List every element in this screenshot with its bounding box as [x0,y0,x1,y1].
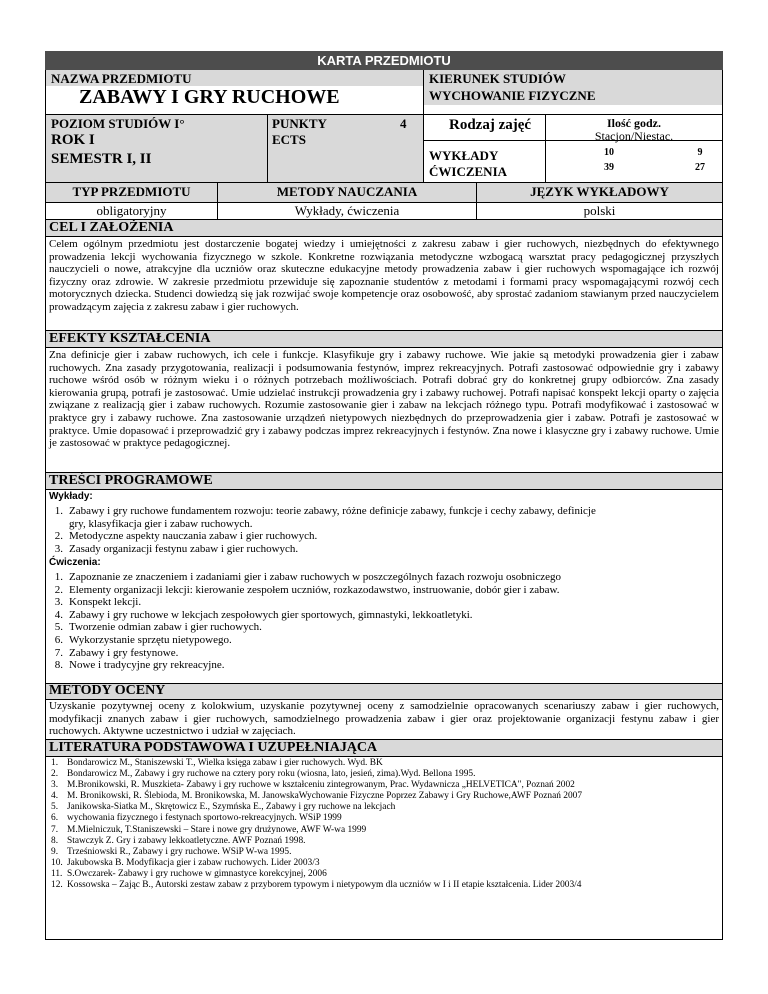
list-item: 12. Kossowska – Zając B., Autorski zestaw zabaw z przyborem typowym i nietypowym dla uczniów w I i II etapie kształcenia. Lider 2003/4 [51,880,582,891]
year-value: ROK I [51,132,95,148]
list-item: 8. Nowe i tradycyjne gry rekreacyjne. [54,659,225,672]
list-item: 4. M. Bronikowski, R. Ślebioda, M. Bronikowska, M. JanowskaWychowanie Fizyczne Poprzez Zabawy i Gry Ruchowe,AWF Poznań 2007 [51,791,583,802]
literature-list [51,758,719,891]
ects-label [272,116,327,148]
list-item: 9. Trześniowski R., Zabawy i gry ruchowe. WSiP W-wa 1995. [51,846,292,857]
language-value: polski [583,203,616,218]
list-item: 3. M.Bronikowski, R. Muszkieta- Zabawy i gry ruchowe w kształceniu zintegrowanym, Prac. Wydawnicza „HELVETICA", Poznań 2002 [51,780,575,791]
class-row-lectures: WYKŁADY [429,148,499,163]
semester-value: SEMESTR I, II [51,151,152,167]
class-row-exercises: ĆWICZENIA [429,164,508,179]
list-item: 2. Elementy organizacji lekcji: kierowanie zespołem uczniów, rozkazodawstwo, instruowanie, dobór gier i zabaw. [54,583,560,596]
exercises-hours-stacj: 39 [604,162,614,173]
lectures-list [49,505,719,555]
class-type-label: Rodzaj zajęć [449,117,532,133]
subject-name-label: NAZWA PRZEDMIOTU [51,71,192,86]
literature-heading: LITERATURA PODSTAWOWA I UZUPEŁNIAJĄCA [49,740,378,755]
ects-label-line1: PUNKTY [272,116,327,131]
list-item: 8. Stawczyk Z. Gry i zabawy lekkoatletyczne. AWF Poznań 1998. [51,835,306,846]
list-item: 3. Konspekt lekcji. [54,596,142,609]
assessment-text: Uzyskanie pozytywnej oceny z kolokwium, uzyskanie pozytywnej oceny z samodzielnie opracowanych scenariuszy zabaw i gier ruchowych, modyfikacji znanych zabaw i gier ruchowych, samodzielnego prowadzenia zabaw i gier oraz projektowanie organizacji festynu zabaw i gier ruchowych. Aktywne uczestnictwo i udział w zajęciach. [49,700,719,738]
aims-text: Celem ogólnym przedmiotu jest dostarczenie bogatej wiedzy i umiejętności z zakresu zabaw i gier ruchowych, niezbędnych do efektywnego prowadzenia lekcji wychowania fizycznego w szkole. Konkretne rozwiązania metodyczne wzbogacą warsztat pracy pedagogicznej przyszłych nauczycieli o nowe, atrakcyjne dla uczniów oraz skuteczne edukacyjne metody prowadzenia zabaw i gier ruchowych wspomagające ich rozwój fizyczny oraz zdrowie. W zakresie przedmiotu przewiduje się zapoznanie studentów z metodami i formami pracy wspomagającymi rozwój cech motorycznych dziecka. Studenci dowiedzą się jak rozwijać swoje kompetencje oraz osobowość, aby sprostać zadaniom stawianym przed nauczycielem prowadzącym zajęcia z zakresu zabaw i gier ruchowych. [49,238,719,313]
assessment-heading: METODY OCENY [49,683,166,698]
list-item: 3. Zasady organizacji festynu zabaw i gier ruchowych. [54,542,299,555]
outcomes-heading: EFEKTY KSZTAŁCENIA [49,331,211,346]
lectures-hours-niestac: 9 [697,147,703,158]
list-item: gry, klasyfikacja gier i zabaw ruchowych. [69,517,253,530]
rule [423,70,424,182]
aims-heading: CEL I ZAŁOŻENIA [49,220,174,235]
exercises-hours-niestac: 27 [695,162,705,173]
outcomes-text: Zna definicje gier i zabaw ruchowych, ich cele i funkcje. Klasyfikuje gry i zabawy ruchowe. Wie jakie są metodyki prowadzenia gier i zabaw ruchowych. Zna zasady przygotowania, realizacji i podsumowania festynów, imprez rekreacyjnych. Potrafi zastosować odpowiednie gry i zabawy ruchowe wśród osób w różnym wieku i o różnych potrzebach możliwościach. Potrafi dobrać gry do konkretnej grupy odbiorców. Zna zasady kierowania grupą, potrafi je zastosować. Umie udzielać instrukcji prowadzenia gry i zabawy ruchowej. Potrafi napisać konspekt lekcji oparty o zajęcia związane z realizacją gier i zabaw ruchowych. Rozumie zastosowanie gier i zabaw na lekcjach różnego typu. Potrafi modyfikować i zastosować w praktyce gry i zabawy ruchowe. Zna zastosowanie urządzeń nietypowych niezbędnych do przeprowadzenia gier i zabaw. Potrafi je zastosować w praktyce. Umie dopasować i przeprowadzić gry i zabawy podczas imprez rekreacyjnych i festynów. Zna nowe i klasyczne gry i zabawy ruchowe. Umie je zastosować w praktyce pedagogicznej. [49,349,719,450]
rule [46,347,722,348]
lectures-label: Wykłady: [49,491,93,502]
card-title: KARTA PRZEDMIOTU [45,51,723,70]
program-heading: TREŚCI PROGRAMOWE [49,473,213,488]
rule [46,236,722,237]
rule [46,756,722,757]
list-item: 11. S.Owczarek- Zabawy i gry ruchowe w gimnastyce korekcyjnej, 2006 [51,868,327,879]
rule [267,114,268,182]
list-item: 1. Bondarowicz M., Staniszewski T., Wielka księga zabaw i gier ruchowych. Wyd. BK [51,758,383,768]
list-item: 4. Zabawy i gry ruchowe w lekcjach zespołowych gier sportowych, gimnastyki, lekkoatletyki. [54,608,473,621]
level-label: POZIOM STUDIÓW I° [51,116,185,131]
list-item: 1. Zapoznanie ze znaczeniem i zadaniami gier i zabaw ruchowych w poszczególnych fazach rozwoju osobniczego [54,571,562,583]
ects-value: 4 [400,116,407,131]
ects-label-line2: ECTS [272,132,306,147]
list-item: 1. Zabawy i gry ruchowe fundamentem rozwoju: teorie zabawy, różne definicje zabawy, funkcje i cechy zabawy, definicje [54,505,596,517]
lectures-hours-stacj: 10 [604,147,614,158]
hours-label: Ilość godz. [607,116,661,130]
rule [46,182,722,183]
list-item: 6. wychowania fizycznego i festynach sportowo-rekreacyjnych. WSiP 1999 [51,813,342,824]
exercises-list [49,571,719,672]
exercises-label: Ćwiczenia: [49,557,101,568]
list-item: 10. Jakubowska B. Modyfikacja gier i zabaw ruchowych. Lider 2003/3 [51,857,320,868]
type-value: obligatoryjny [96,203,167,218]
rule [46,114,722,115]
subject-name: ZABAWY I GRY RUCHOWE [79,86,340,108]
methods-label: METODY NAUCZANIA [276,184,418,199]
list-item: 6. Wykorzystanie sprzętu nietypowego. [54,633,232,646]
list-item: 7. M.Mielniczuk, T.Staniszewski – Stare i nowe gry drużynowe, AWF W-wa 1999 [51,824,367,835]
list-item: 7. Zabawy i gry festynowe. [54,646,179,659]
list-item: 2. Bondarowicz M., Zabawy i gry ruchowe na cztery pory roku (wiosna, lato, jesień, zima).Wyd. Bellona 1995. [51,769,476,780]
list-item: 5. Tworzenie odmian zabaw i gier ruchowych. [54,621,262,634]
list-item: 2. Metodyczne aspekty nauczania zabaw i gier ruchowych. [54,530,318,543]
methods-value: Wykłady, ćwiczenia [294,203,400,218]
language-label: JĘZYK WYKŁADOWY [530,184,669,199]
type-label: TYP PRZEDMIOTU [72,184,191,199]
field-value: WYCHOWANIE FIZYCZNE [429,88,596,103]
list-item: 5. Janikowska-Siatka M., Skrętowicz E., Szymńska E., Zabawy i gry ruchowe na lekcjach [51,802,396,813]
hours-sublabel: Stacjon/Niestac. [594,129,674,143]
field-label: KIERUNEK STUDIÓW [429,71,566,86]
rule [46,489,722,490]
